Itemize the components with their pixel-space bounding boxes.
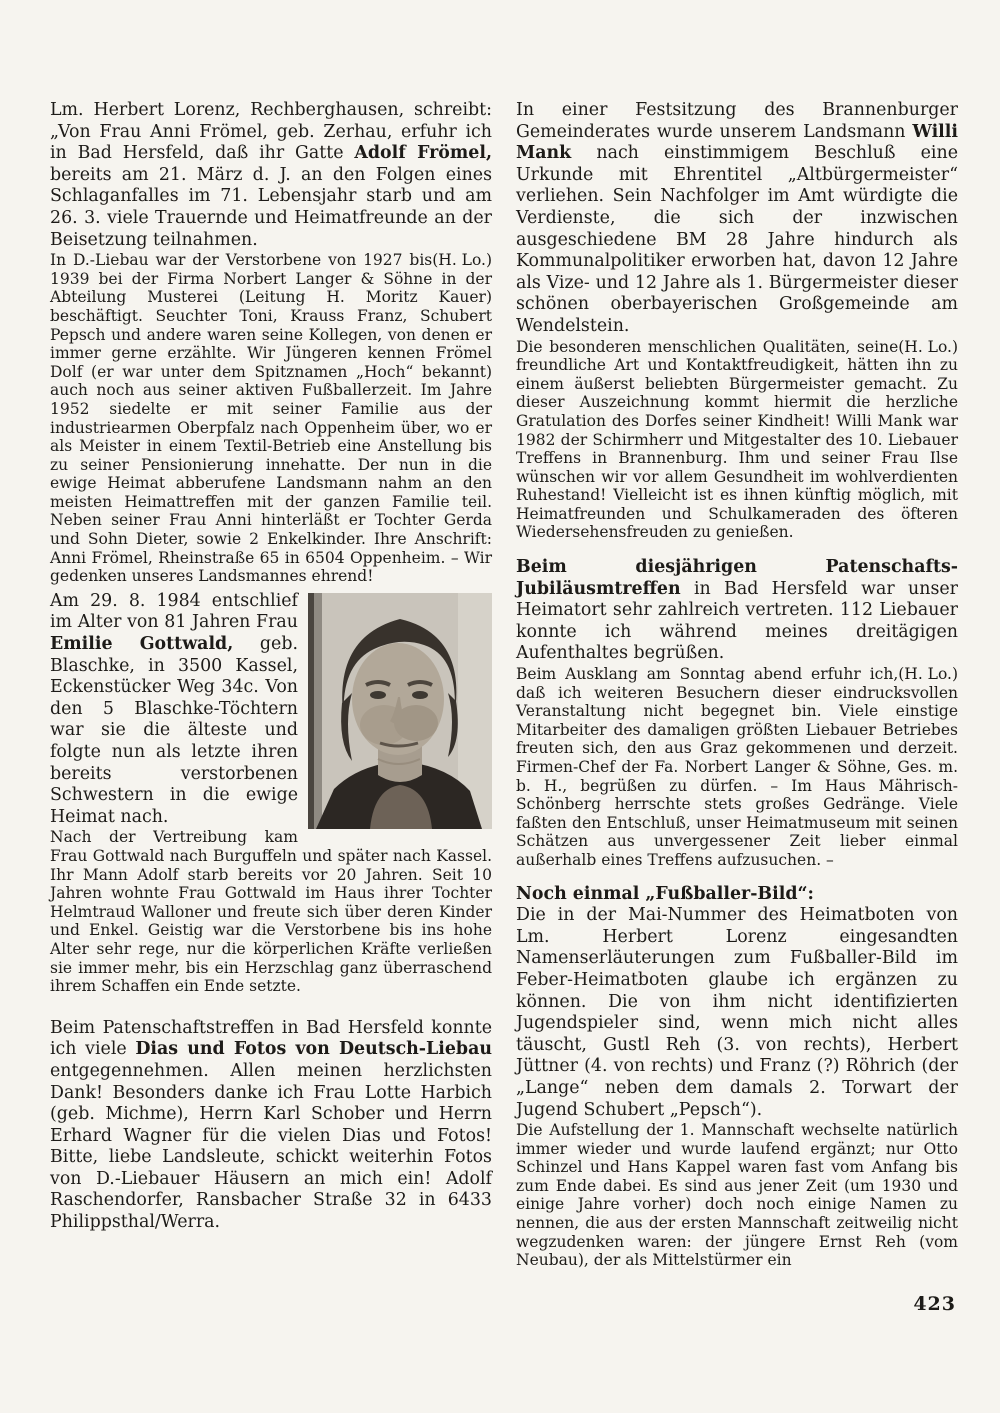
topic-bold: Beim diesjährigen Patenschafts-Jubiläusmtreffen — [516, 557, 958, 599]
article-fussballer-bild-body2 — [516, 1121, 958, 1270]
body-text: Die Aufstellung der 1. Mannschaft wechselte natürlich immer wieder und wurde laufend ergänzt; nur Otto Schinzel und Hans Kappel waren fast vom Anfang bis zum Ende dabei. Es sind aus jener Zeit (um 1930 und einige Jahre vorher) doch noch einige Namen zu nennen, die aus der ersten Mannschaft zeitweilig nicht wegzudenken waren: der jüngere Ernst Reh (vom Neubau), der als Mittelstürmer ein — [516, 1121, 958, 1270]
obituary-gottwald-body — [50, 828, 492, 995]
body-text: bereits am 21. März d. J. an den Folgen eines Schlaganfalles im 71. Lebensjahr starb und am 26. 3. viele Trauernde und Heimatfreunde an der Beisetzung teilnahmen. — [50, 164, 492, 250]
article-fussballer-bild — [516, 884, 958, 1270]
article-dias-fotos-text — [50, 1018, 492, 1234]
author-signature: (H. Lo.) — [898, 665, 958, 684]
body-text: Die in der Mai-Nummer des Heimatboten von Lm. Herbert Lorenz eingesandten Namenserläuterungen zum Fußballer-Bild im Feber-Heimatboten glaube ich ergänzen zu können. Die von ihm nicht identifizierten Jugendspieler sind, wenn mich nicht alles täuscht, Gustl Reh (3. von rechts), Herbert Jüttner (4. von rechts) und Franz (?) Röhrich (der „Lange“ neben dem damals 2. Torwart der Jugend Schubert „Pepsch“). — [516, 905, 958, 1120]
body-text: in Bad Hersfeld war unser Heimatort sehr zahlreich vertreten. 112 Liebauer konnte ich während meines dreitägigen Aufenthaltes begrüßen. — [516, 578, 958, 664]
body-text: Die besonderen menschlichen Qualitäten, seine freundliche Art und Kontaktfreudigkeit, hätten ihn zu einem äußerst beliebten Bürgermeister gemacht. Zu dieser Auszeichnung kommt hiermit die herzliche Gratulation des Dorfes seiner Kindheit! Willi Mank war 1982 der Schirmherr und Mitgestalter des 10. Liebauer Treffens in Brannenburg. Ihm und seiner Frau Ilse wünschen wir vor allem Gesundheit im wohlverdienten Ruhestand! Vielleicht ist es ihnen künftig möglich, mit Heimatfreunden und Schulkameraden des öfteren Wiedersehensfreuden zu genießen. — [516, 337, 958, 542]
body-text: Beim Patenschaftstreffen in Bad Hersfeld konnte ich viele — [50, 1017, 492, 1060]
body-text: Am 29. 8. 1984 entschlief im Alter von 81 Jahren Frau — [50, 590, 298, 633]
body-text: Lm. Herbert Lorenz, Rechberghausen, schreibt: „Von Frau Anni Frömel, geb. Zerhau, erfuhr ich in Bad Hersfeld, daß ihr Gatte — [50, 100, 492, 164]
article-fussballer-bild-body1 — [516, 905, 958, 1121]
section-heading: Noch einmal „Fußballer-Bild“: — [516, 883, 814, 904]
body-text: entgegennehmen. Allen meinen herzlichsten Dank! Besonders danke ich Frau Lotte Harbich (geb. Michme), Herrn Karl Schober und Herrn Erhard Wagner für die vielen Dias und Fotos! Bitte, liebe Landsleute, schickt weiterhin Fotos von D.-Liebauer Häusern an mich ein! Adolf Raschendorfer, Ransbacher Straße 32 in 6433 Philippsthal/Werra. — [50, 1060, 492, 1233]
obituary-froemel-body — [50, 251, 492, 586]
deceased-name-bold: Adolf Frömel, — [354, 143, 492, 164]
portrait-photo-illustration — [308, 593, 492, 829]
topic-bold: Dias und Fotos von Deutsch-Liebau — [135, 1039, 492, 1060]
portrait-photo — [308, 593, 492, 829]
obituary-froemel-intro — [50, 100, 492, 251]
deceased-name-bold: Emilie Gottwald, — [50, 634, 234, 655]
body-text: Beim Ausklang am Sonntag abend erfuhr ich, daß ich weiteren Besuchern dieser eindrucksvollen Veranstaltung nicht begegnet bin. Viele einstige Mitarbeiter des damaligen größten Liebauer Betriebes freuten sich, den aus Graz gekommenen und derzeit. Firmen-Chef der Fa. Norbert Langer & Söhne, Ges. m. b. H., begrüßen zu dürfen. – Im Haus Mährisch-Schönberg herrschte stets großes Gedränge. Viele faßten den Entschluß, unser Heimatmuseum mit seinen Schätzen aus unvergessener Zeit lieber einmal außerhalb eines Treffens aufzusuchen. – — [516, 665, 958, 869]
author-signature: (H. Lo.) — [898, 337, 958, 356]
author-signature: (H. Lo.) — [432, 251, 492, 270]
article-willi-mank — [516, 100, 958, 542]
obituary-article-gottwald — [50, 591, 492, 996]
honoree-name-bold: Willi Mank — [516, 121, 958, 164]
body-text: geb. Blaschke, in 3500 Kassel, Eckenstücker Weg 34c. Von den 5 Blaschke-Töchtern war sie die älteste und folgte nun als letzte ihren bereits verstorbenen Schwestern in die ewige Heimat nach. — [50, 634, 298, 827]
article-willi-mank-intro — [516, 100, 958, 338]
body-text: Nach der Vertreibung kam Frau Gottwald nach Burguffeln und später nach Kassel. Ihr Mann Adolf starb bereits vor 20 Jahren. Seit 10 Jahren wohnte Frau Gottwald im Haus ihrer Tochter Helmtraud Walloner und freute sich über deren Kinder und Enkel. Geistig war die Verstorbene bis ins hohe Alter sehr rege, nur die körperlichen Kräfte verließen sie immer mehr, bis ein Herzschlag ganz überraschend ihrem Schaffen ein Ende setzte. — [50, 828, 492, 996]
article-jubilaeumstreffen-intro — [516, 557, 958, 665]
right-column — [516, 100, 958, 1270]
article-dias-fotos — [50, 1018, 492, 1234]
article-jubilaeumstreffen-body — [516, 665, 958, 870]
page-number: 423 — [913, 1293, 956, 1315]
body-text: In D.-Liebau war der Verstorbene von 1927 bis 1939 bei der Firma Norbert Langer & Söhne in der Abteilung Musterei (Leitung H. Moritz Kauer) beschäftigt. Seuchter Toni, Krauss Franz, Schubert Pepsch und andere waren seine Kollegen, von denen er immer gerne erzählte. Wir Jüngeren kennen Frömel Dolf (er war unter dem Spitznamen „Hoch“ bekannt) auch noch aus seiner aktiven Fußballerzeit. Im Jahre 1952 siedelte er mit seiner Familie aus der industriearmen Oberpfalz nach Oppenheim über, wo er als Meister in einem Textil-Betrieb eine Anstellung bis zu seiner Pensionierung innehatte. Der nun in die ewige Heimat abberufene Landsmann nahm an den meisten Heimattreffen mit der ganzen Familie teil. Neben seiner Frau Anni hinterläßt er Tochter Gerda und Sohn Dieter, sowie 2 Enkelkinder. Ihre Anschrift: Anni Frömel, Rheinstraße 65 in 6504 Oppenheim. – Wir gedenken unseres Landsmannes ehrend! — [50, 251, 492, 586]
body-text: nach einstimmigem Beschluß eine Urkunde mit Ehrentitel „Altbürgermeister“ verliehen. Sein Nachfolger im Amt würdigte die Verdienste, die sich der inzwischen ausgeschiedene BM 28 Jahre hindurch als Kommunalpolitiker erworben hat, davon 12 Jahre als Vize- und 12 Jahre als 1. Bürgermeister dieser schönen oberbayerischen Großgemeinde am Wendelstein. — [516, 143, 958, 336]
article-willi-mank-body — [516, 338, 958, 543]
body-text: In einer Festsitzung des Brannenburger Gemeinderates wurde unserem Landsmann — [516, 100, 958, 142]
left-column — [50, 100, 492, 1234]
article-jubilaeumstreffen — [516, 557, 958, 870]
obituary-article-froemel — [50, 100, 492, 586]
